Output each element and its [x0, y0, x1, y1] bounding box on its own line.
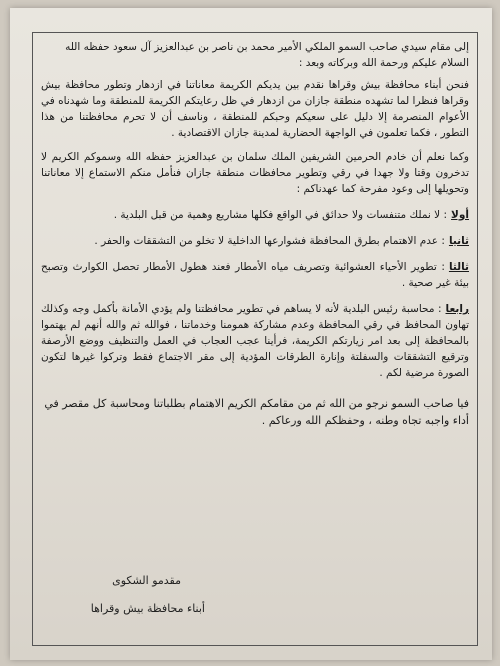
signature-block	[45, 567, 205, 623]
item-number: أولا	[451, 209, 469, 221]
item-number: رابعا	[445, 303, 469, 315]
intro-paragraph-1: فنحن أبناء محافظة بيش وقراها نقدم بين يديكم الكريمة معاناتنا في ازدهار وتطور محافظة بيش وقراها فنظرا لما تشهده منطقة جازان من ازدهار في ظل رعايتكم الكريمة للمنطقة وما شهدناه في الأعوام المنصرمة إلا دليل على سعيكم وحبكم للمنطقة ، وناسف أن لا تحرم محافظتنا من هذا التطور ، فكما تعلمون في الواجهة الحضارية لمدينة جازان الاقتصادية .	[41, 79, 469, 139]
signature-title: مقدمو الشكوى	[112, 574, 181, 587]
item-text: : تطوير الأحياء العشوائية وتصريف مياه الأمطار فعند هطول الأمطار تحصل الكوارث وتصبح بيئة غير صحية .	[41, 261, 469, 289]
signature-name: أبناء محافظة بيش وقراها	[90, 602, 205, 615]
document-sheet	[10, 8, 492, 660]
item-text: : محاسبة رئيس البلدية لأنه لا يساهم في تطوير محافظتنا ولم يؤدي الأمانة بأكمل وجه وكذلك تهاون المحافظ في رقي المحافظة وعدم مشاركة همومنا وخدماتنا ، فوالله ثم والله أنهم لم يهتموا بالمحافظة إلى بعد امر زيارتكم الكريمة، فرأينا عجب العجاب في العمل والتنظيف ووضع الأرصفة وترقيع التشققات والسفلتة وإنارة الطرقات المؤدية إلى مقر الاجتماع فقط وتركوا غيرها لتكون الصورة مرضية لكم .	[41, 303, 469, 379]
complaint-item-2	[41, 233, 469, 249]
item-number: ثالثا	[448, 261, 469, 273]
item-number: ثانيا	[448, 235, 469, 247]
greeting-line: السلام عليكم ورحمة الله وبركاته وبعد :	[298, 57, 469, 69]
letter-body	[41, 39, 469, 429]
complaint-item-3	[41, 259, 469, 291]
addressee-line: إلى مقام سيدي صاحب السمو الملكي الأمير محمد بن ناصر بن عبدالعزيز آل سعود حفظه الله	[65, 41, 469, 53]
item-text: : عدم الاهتمام بطرق المحافظة فشوارعها الداخلية لا تخلو من التشققات والحفر .	[94, 235, 445, 247]
intro-paragraph-2: وكما نعلم أن خادم الحرمين الشريفين الملك سلمان بن عبدالعزيز حفظه الله وسموكم الكريم لا تدخرون وقتا ولا جهدا في رقي وتطوير محافظات منطقة جازان فنأمل منكم الاستماع إلا معاناتنا وتحويلها إلى وعود مفرحة كما عهدناكم :	[41, 151, 469, 195]
item-text: : لا نملك متنفسات ولا حدائق في الواقع فكلها مشاريع وهمية من قبل البلدية .	[113, 209, 448, 221]
complaint-item-4	[41, 301, 469, 381]
letter-frame	[32, 32, 478, 646]
closing-paragraph: فيا صاحب السمو نرجو من الله ثم من مقامكم الكريم الاهتمام بطلباتنا ومحاسبة كل مقصر في أداء واجبه تجاه وطنه ، وحفظكم الله ورعاكم .	[44, 397, 469, 427]
complaint-item-1	[41, 207, 469, 223]
